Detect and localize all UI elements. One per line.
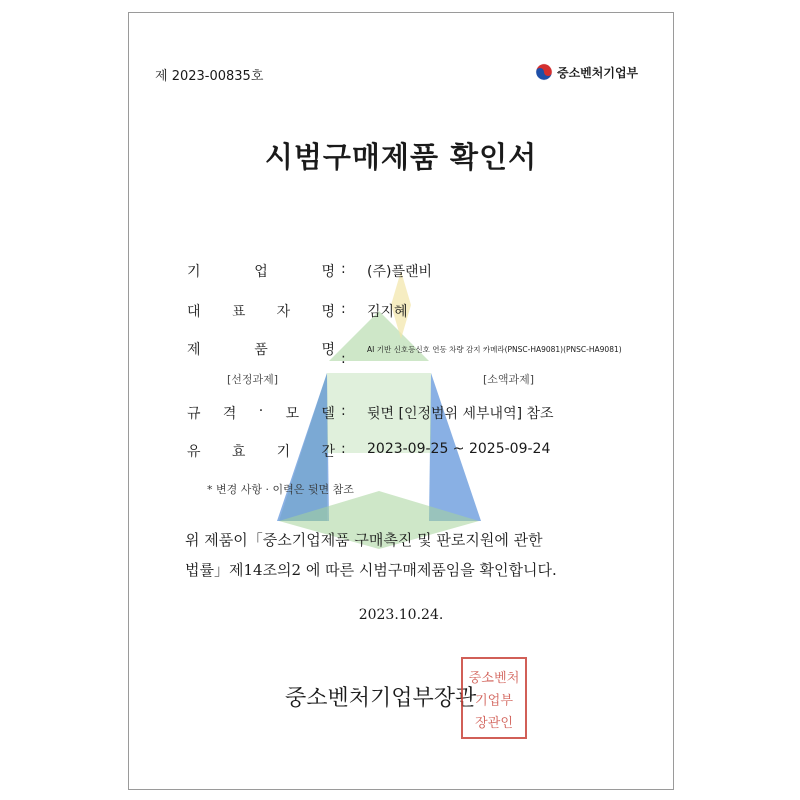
field-validity-label: 유 효 기 간	[187, 444, 335, 460]
official-seal-stamp	[461, 657, 527, 739]
field-validity: 유 효 기 간 : 2023-09-25 ~ 2025-09-24	[187, 441, 551, 460]
field-validity-value: 2023-09-25 ~ 2025-09-24	[367, 441, 551, 457]
taegeuk-emblem-icon	[535, 63, 553, 81]
document-title: 시범구매제품 확인서	[264, 140, 538, 174]
field-ceo-label: 대 표 자 명	[187, 304, 335, 320]
field-product-label: 제 품 명	[187, 342, 335, 358]
issue-date: 2023.10.24.	[358, 607, 444, 623]
issuer-name: 중소벤처기업부장관	[285, 686, 477, 711]
field-product: 제 품 명 : AI 기반 신호등신호 연동 차량 감지 카메라(PNSC-HA9081)(PNSC-HA9081)	[129, 339, 673, 359]
statement-line-1: 위 제품이「중소기업제품 구매촉진 및 판로지원에 관한	[185, 531, 543, 549]
field-spec-value: 뒷면 [인정범위 세부내역] 참조	[367, 406, 554, 422]
field-spec-model: 규 격 · 모 델 : 뒷면 [인정범위 세부내역] 참조	[187, 403, 554, 422]
field-ceo: 대 표 자 명 : 김지혜	[187, 301, 408, 320]
seal-line-2: 기업부	[474, 693, 514, 709]
watermark-emblem	[129, 13, 673, 789]
document-number: 제 2023-00835호	[155, 69, 264, 84]
ministry-logo-text: 중소벤처기업부	[557, 65, 639, 80]
seal-line-1: 중소벤처	[468, 671, 520, 687]
field-company: 기 업 명 : (주)플랜비	[187, 261, 433, 280]
field-ceo-value: 김지혜	[367, 304, 408, 320]
field-company-label: 기 업 명	[187, 264, 335, 280]
ministry-logo	[535, 63, 638, 81]
confirmation-statement	[185, 525, 625, 585]
field-company-value: (주)플랜비	[367, 264, 433, 280]
certificate-page	[128, 12, 674, 790]
field-product-value: AI 기반 신호등신호 연동 차량 감지 카메라(PNSC-HA9081)(PNSC-HA9081)	[367, 345, 622, 354]
field-spec-label: 규 격 · 모 델	[187, 403, 335, 422]
track-selected-label: [선정과제]	[227, 373, 279, 386]
statement-line-2: 법률」제14조의2 에 따른 시범구매제품임을 확인합니다.	[185, 561, 557, 579]
change-history-note: * 변경 사항 · 이력은 뒷면 참조	[207, 483, 354, 496]
seal-emblem-icon	[463, 659, 525, 737]
seal-line-3: 장관인	[474, 716, 514, 732]
track-small-label: [소액과제]	[483, 373, 535, 386]
